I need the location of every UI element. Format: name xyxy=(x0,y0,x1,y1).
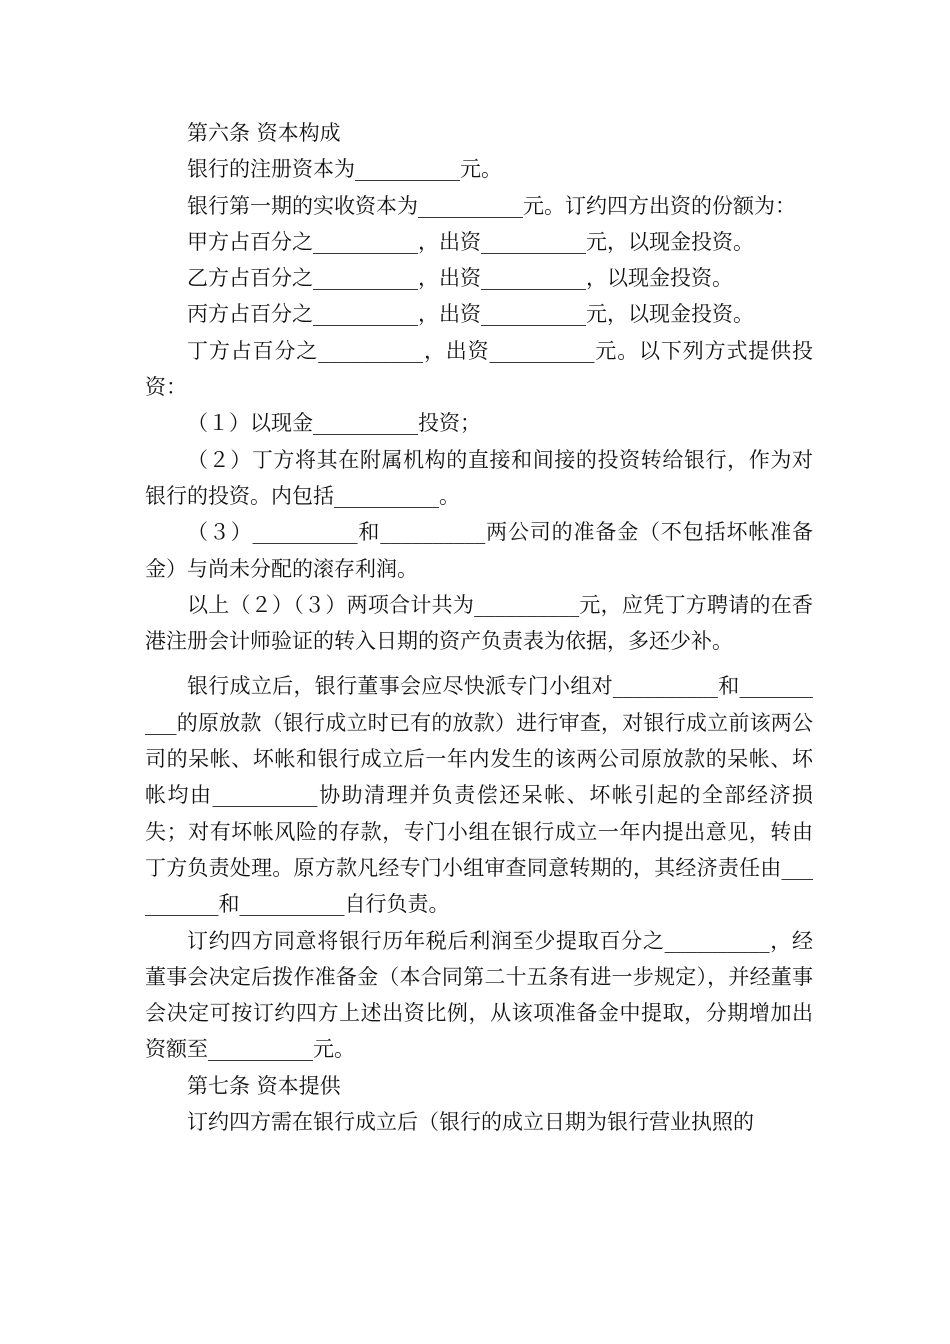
paragraph-party-b-share: 乙方占百分之__________，出资__________，以现金投资。 xyxy=(187,266,733,291)
article-6-heading: 第六条 资本构成 xyxy=(187,121,341,145)
paragraph-party-a-share: 甲方占百分之__________，出资__________元，以现金投资。 xyxy=(187,229,754,254)
paragraph-reserve-fund: 订约四方同意将银行历年税后利润至少提取百分之__________，经董事会决定后拨作准备金（本合同第二十五条有进一步规定），并经董事会决定可按订约四方上述出资比例，从该项准备金中提取，分期增加出资额至__________元。 xyxy=(145,928,813,1062)
paragraph-party-d-share: 丁方占百分之__________，出资__________元。以下列方式提供投资： xyxy=(145,338,813,400)
paragraph-loan-review: 银行成立后，银行董事会应尽快派专门小组对__________和__________的原放款（银行成立时已有的放款）进行审查，对银行成立前该两公司的呆帐、坏帐和银行成立后一年内发生的该两公司原放款的呆帐、坏帐均由__________协助清理并负责偿还呆帐、坏帐引起的全部经济损失；对有坏帐风险的存款，专门小组在银行成立一年内提出意见，转由丁方负责处理。原方款凡经专门小组审查同意转期的，其经济责任由__________和__________自行负责。 xyxy=(145,674,813,917)
paragraph-registered-capital: 银行的注册资本为__________元。 xyxy=(187,157,502,182)
list-item-1-cash: （１）以现金__________投资； xyxy=(187,411,481,436)
list-item-2-affiliates: （２）丁方将其在附属机构的直接和间接的投资转给银行，作为对银行的投资。内包括__________。 xyxy=(145,447,813,508)
paragraph-party-c-share: 丙方占百分之__________，出资__________元，以现金投资。 xyxy=(187,302,754,327)
paragraph-paid-in-capital: 银行第一期的实收资本为__________元。订约四方出资的份额为： xyxy=(187,193,796,218)
paragraph-capital-provision: 订约四方需在银行成立后（银行的成立日期为银行营业执照的 xyxy=(187,1110,754,1135)
document-body xyxy=(145,115,813,1140)
article-7-heading: 第七条 资本提供 xyxy=(187,1073,341,1098)
list-item-3-reserves: （３）__________和__________两公司的准备金（不包括坏帐准备金）与尚未分配的滚存利润。 xyxy=(145,520,813,581)
paragraph-total-items: 以上（２）（３）两项合计共为__________元，应凭丁方聘请的在香港注册会计师验证的转入日期的资产负责表为依据，多还少补。 xyxy=(145,592,813,654)
